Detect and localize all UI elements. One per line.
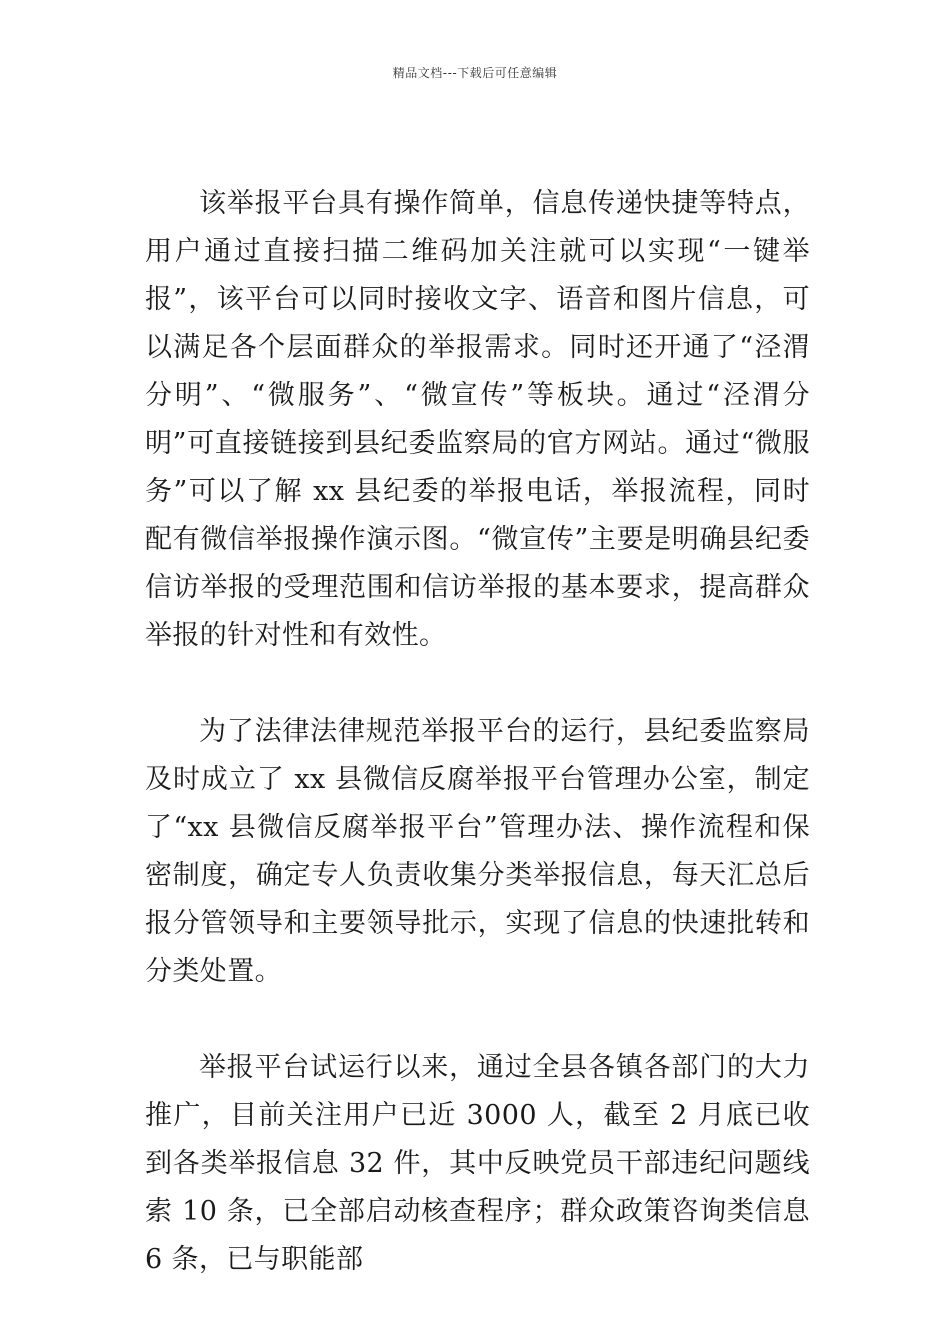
document-body xyxy=(145,180,810,1284)
paragraph-1: 该举报平台具有操作简单，信息传递快捷等特点，用户通过直接扫描二维码加关注就可以实现“一键举报”，该平台可以同时接收文字、语音和图片信息，可以满足各个层面群众的举报需求。同时还开通了“泾渭分明”、“微服务”、“微宣传”等板块。通过“泾渭分明”可直接链接到县纪委监察局的官方网站。通过“微服务”可以了解 xx 县纪委的举报电话，举报流程，同时配有微信举报操作演示图。“微宣传”主要是明确县纪委信访举报的受理范围和信访举报的基本要求，提高群众举报的针对性和有效性。 xyxy=(145,188,810,651)
paragraph-3: 举报平台试运行以来，通过全县各镇各部门的大力推广，目前关注用户已近 3000 人，截至 2 月底已收到各类举报信息 32 件，其中反映党员干部违纪问题线索 10 条，已全部启动核查程序；群众政策咨询类信息 6 条，已与职能部 xyxy=(145,1052,810,1275)
paragraph-2: 为了法律法律规范举报平台的运行，县纪委监察局及时成立了 xx 县微信反腐举报平台管理办公室，制定了“xx 县微信反腐举报平台”管理办法、操作流程和保密制度，确定专人负责收集分类举报信息，每天汇总后报分管领导和主要领导批示，实现了信息的快速批转和分类处置。 xyxy=(145,716,810,987)
page-header: 精品文档---下载后可任意编辑 xyxy=(392,66,558,80)
